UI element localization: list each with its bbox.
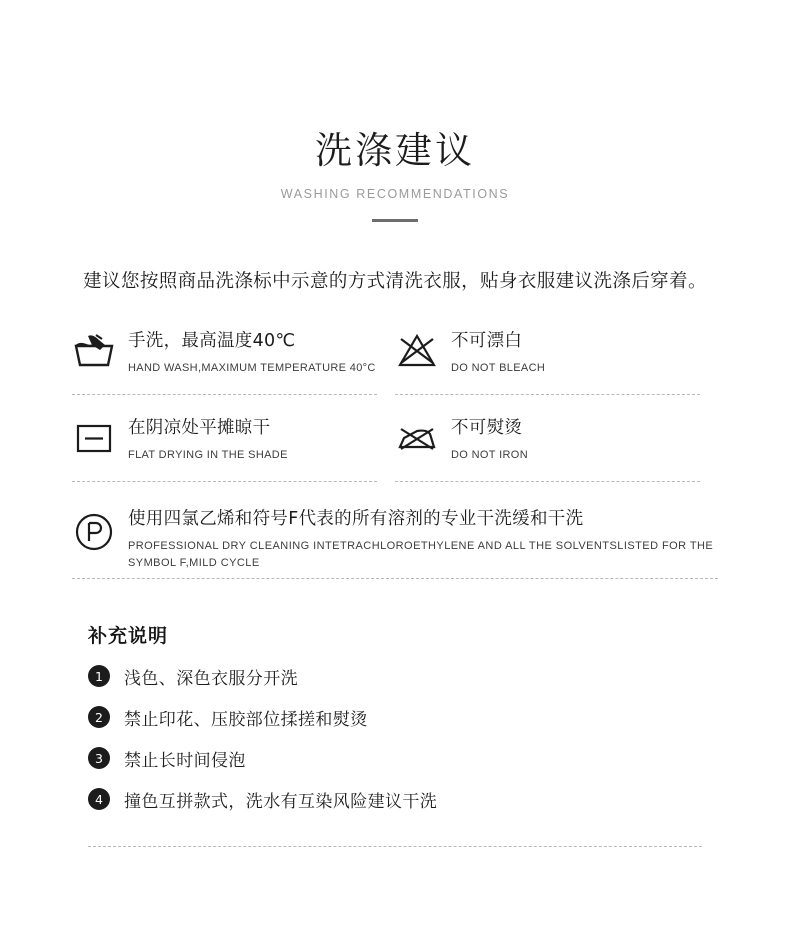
note-text: 撞色互拼款式，洗水有互染风险建议干洗 xyxy=(124,791,438,812)
care-item-professional-dry-clean xyxy=(72,500,718,572)
care-cell xyxy=(395,409,718,482)
hand-wash-icon xyxy=(72,330,124,370)
care-label-en: DO NOT IRON xyxy=(451,448,528,461)
care-item-do-not-bleach xyxy=(395,322,700,388)
list-item xyxy=(88,787,702,812)
note-number-badge: 2 xyxy=(88,706,110,728)
note-number-badge: 4 xyxy=(88,788,110,810)
professional-dry-clean-p-icon xyxy=(72,508,124,554)
care-label-en: FLAT DRYING IN THE SHADE xyxy=(128,448,288,461)
care-label-cn: 在阴凉处平摊晾干 xyxy=(128,418,271,438)
care-text xyxy=(447,417,700,464)
care-cell xyxy=(72,322,395,395)
care-label-cn: 不可漂白 xyxy=(451,331,523,351)
care-row xyxy=(72,322,718,395)
divider-dashed-bottom xyxy=(88,846,702,847)
divider-dashed xyxy=(395,394,700,395)
care-text xyxy=(124,508,718,572)
care-label-cn: 使用四氯乙烯和符号F代表的所有溶剂的专业干洗缓和干洗 xyxy=(128,509,584,529)
page-subtitle: WASHING RECOMMENDATIONS xyxy=(280,187,510,202)
care-label-cn: 不可熨烫 xyxy=(451,418,523,438)
care-label-en: DO NOT BLEACH xyxy=(451,361,546,374)
title-divider xyxy=(372,219,418,222)
care-item-do-not-iron xyxy=(395,409,700,475)
list-item xyxy=(88,705,702,730)
care-cell xyxy=(72,409,395,482)
flat-dry-icon xyxy=(72,417,124,457)
care-cell xyxy=(395,322,718,395)
note-text: 禁止印花、压胶部位揉搓和熨烫 xyxy=(124,709,368,730)
document-header xyxy=(0,0,790,222)
divider-dashed xyxy=(395,481,700,482)
page-title: 洗涤建议 xyxy=(315,129,475,172)
divider-dashed xyxy=(72,394,377,395)
do-not-iron-icon xyxy=(395,417,447,457)
intro-text: 建议您按照商品洗涤标中示意的方式清洗衣服，贴身衣服建议洗涤后穿着。 xyxy=(83,271,707,293)
care-row xyxy=(72,500,718,579)
care-item-hand-wash xyxy=(72,322,377,388)
note-number-badge: 3 xyxy=(88,747,110,769)
care-label-cn: 手洗，最高温度40℃ xyxy=(128,331,296,351)
care-text xyxy=(124,417,377,464)
note-text: 禁止长时间侵泡 xyxy=(124,750,246,771)
care-row xyxy=(72,409,718,482)
additional-notes-section xyxy=(0,621,790,812)
care-text xyxy=(124,330,377,377)
notes-title: 补充说明 xyxy=(88,624,169,647)
divider-dashed xyxy=(72,481,377,482)
list-item xyxy=(88,664,702,689)
care-label-en: PROFESSIONAL DRY CLEANING INTETRACHLOROETHYLENE AND ALL THE SOLVENTSLISTED FOR THE SYMBOL F,MILD CYCLE xyxy=(128,539,714,569)
care-text xyxy=(447,330,700,377)
do-not-bleach-icon xyxy=(395,330,447,370)
care-item-flat-dry xyxy=(72,409,377,475)
care-label-en: HAND WASH,MAXIMUM TEMPERATURE 40°C xyxy=(128,361,376,374)
list-item xyxy=(88,746,702,771)
care-instructions-grid xyxy=(0,322,790,579)
care-cell xyxy=(72,500,718,579)
note-number-badge: 1 xyxy=(88,665,110,687)
note-text: 浅色、深色衣服分开洗 xyxy=(124,668,298,689)
divider-dashed xyxy=(72,578,718,579)
